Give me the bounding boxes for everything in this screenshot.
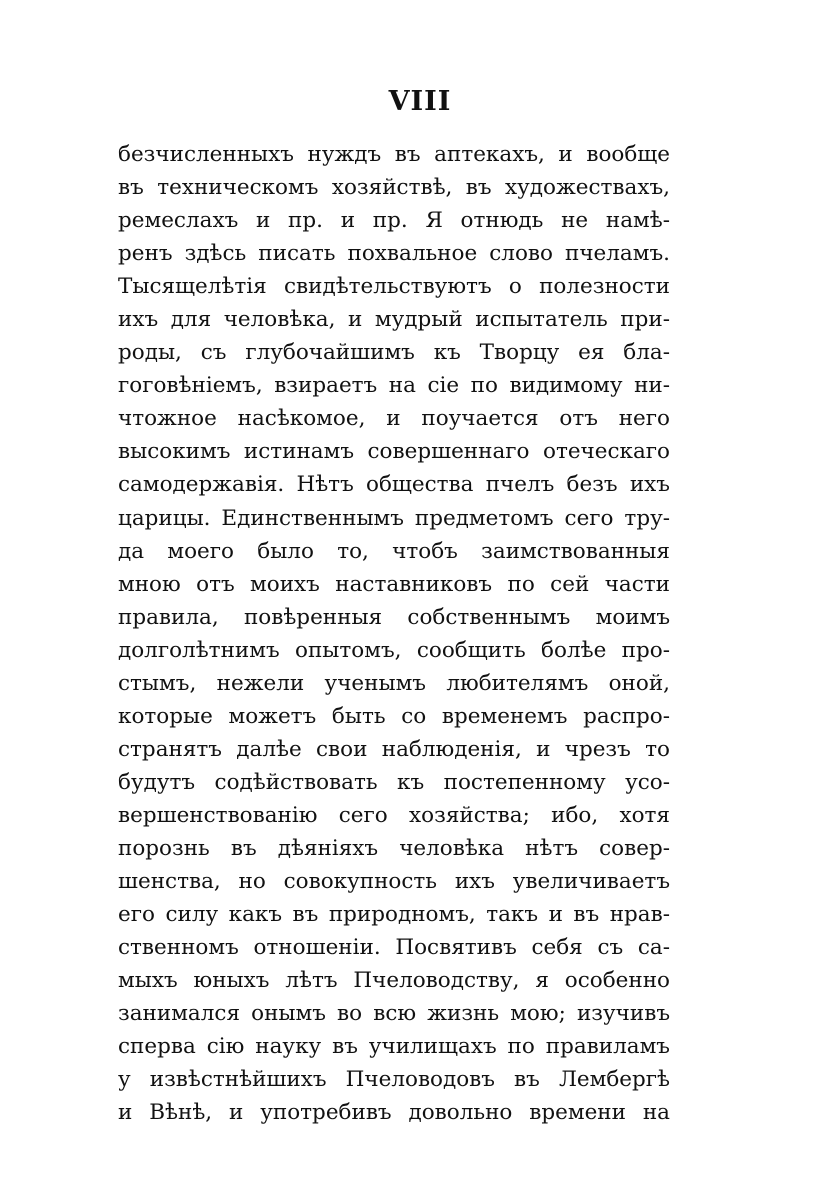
text-line: занимался онымъ во всю жизнь мою; изучивъ [118, 1001, 670, 1027]
text-line: да моего было то, чтобъ заимствованныя [118, 538, 670, 564]
text-line: Тысящелѣтія свидѣтельствуютъ о полезности [118, 274, 670, 300]
text-line: будутъ содѣйствовать къ постепенному усо- [118, 769, 670, 795]
text-line: роды, съ глубочайшимъ къ Творцу ея бла- [118, 340, 670, 366]
text-line: сперва сію науку въ училищахъ по правиламъ [118, 1034, 670, 1060]
text-line: порознь въ дѣяніяхъ человѣка нѣтъ совер- [118, 835, 670, 861]
text-line: ственномъ отношеніи. Посвятивъ себя съ са- [118, 935, 670, 961]
text-line: стымъ, нежели ученымъ любителямъ оной, [118, 670, 670, 696]
text-line: его силу какъ въ природномъ, такъ и въ нрав- [118, 902, 670, 928]
text-line: правила, повѣренныя собственнымъ моимъ [118, 604, 670, 630]
text-line: странятъ далѣе свои наблюденія, и чрезъ то [118, 736, 670, 762]
text-line: ремеслахъ и пр. и пр. Я отнюдь не намѣ- [118, 208, 670, 234]
text-line: самодержавія. Нѣтъ общества пчелъ безъ ихъ [118, 472, 670, 498]
text-line: мною отъ моихъ наставниковъ по сей части [118, 571, 670, 597]
text-line: въ техническомъ хозяйствѣ, въ художествахъ, [118, 175, 670, 201]
text-line: безчисленныхъ нуждъ въ аптекахъ, и вообще [118, 142, 670, 167]
text-line: у извѣстнѣйшихъ Пчеловодовъ въ Лембергѣ [118, 1067, 670, 1093]
text-line: ихъ для человѣка, и мудрый испытатель при- [118, 307, 670, 333]
text-line: чтожное насѣкомое, и поучается отъ него [118, 406, 670, 432]
text-line: мыхъ юныхъ лѣтъ Пчеловодству, я особенно [118, 968, 670, 994]
text-line: гоговѣніемъ, взираетъ на сіе по видимому ни- [118, 373, 670, 399]
text-line: долголѣтнимъ опытомъ, сообщить болѣе про- [118, 637, 670, 663]
text-line: высокимъ истинамъ совершеннаго отеческаго [118, 439, 670, 465]
text-line: шенства, но совокупность ихъ увеличиваетъ [118, 869, 670, 895]
page-number: VIII [388, 86, 452, 117]
text-line: которые можетъ быть со временемъ распро- [118, 703, 670, 729]
text-line: и Вѣнѣ, и употребивъ довольно времени на [118, 1100, 670, 1126]
body-text [118, 138, 670, 1129]
text-line: вершенствованію сего хозяйства; ибо, хотя [118, 802, 670, 828]
text-line: ренъ здѣсь писать похвальное слово пчеламъ. [118, 241, 670, 267]
text-line: царицы. Единственнымъ предметомъ сего тру- [118, 505, 670, 531]
